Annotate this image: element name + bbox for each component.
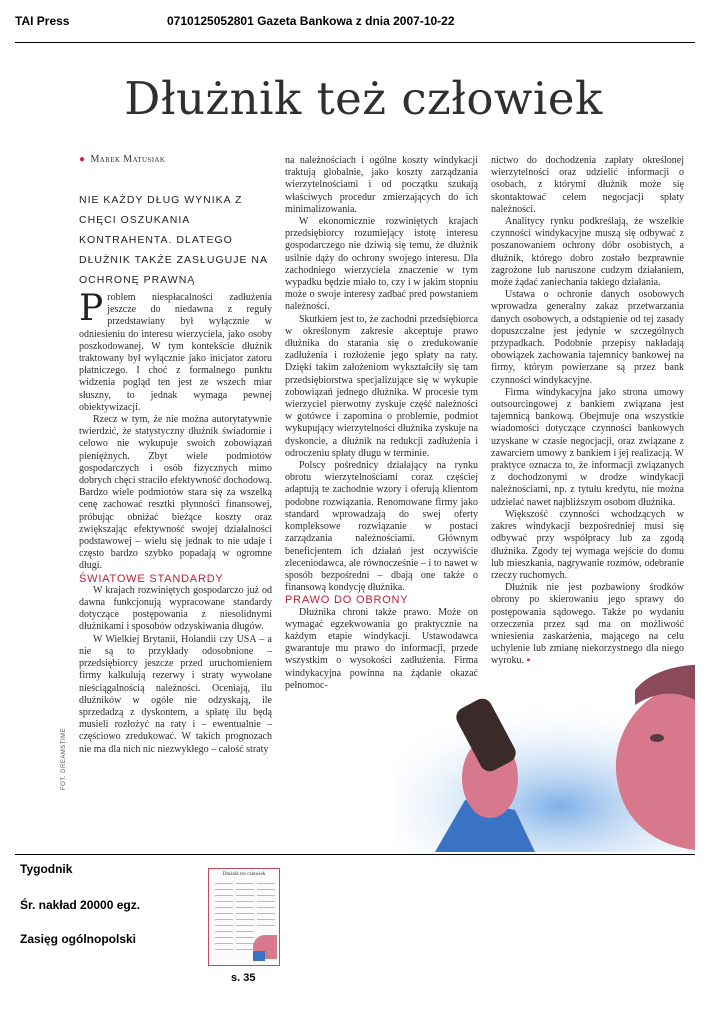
- thumbnail-text: [215, 901, 233, 902]
- thumbnail-text: [215, 943, 233, 944]
- thumbnail-text: [236, 907, 254, 908]
- article-lead: NIE KAŻDY DŁUG WYNIKA Z CHĘCI OSZUKANIA KONTRAHENTA. DLATEGO DŁUŻNIK TAKŻE ZASŁUGUJE NA OCHRONĘ PRAWNĄ: [79, 194, 268, 286]
- article-title: Dłużnik też człowiek: [124, 72, 603, 125]
- paragraph: Skutkiem jest to, że zachodni przedsiębiorca w określonym zakresie akceptuje prawo dłużnika do starania się o zredukowanie zadłużenia i rozłożenie jego spłaty na raty. Dzięki takim założeniom wykształciły się tam przedsiębiorstwa specjalizujące się w wykupie zobowiązań jednego dłużnika. W procesie tym wierzyciel pierwotny zyskuje część należności w gotówce i zapomina o problemie, podmiot wykupujący wierzytelności dłużnika zyskuje na dyskoncie, a dłużnik na redukcji zadłużenia i odroczeniu spłaty długu w terminie.: [285, 313, 478, 459]
- thumbnail-text: [236, 913, 254, 914]
- footer-divider: [15, 854, 695, 855]
- thumbnail-text: [215, 907, 233, 908]
- thumbnail-text: [257, 901, 275, 902]
- paragraph: na należnościach i ogólne koszty windykacji traktują globalnie, jako koszty zarządzania wierzytelnościami i od początku szukają właściwych procedur zmierzających do ich minimalizowania.: [285, 155, 478, 215]
- bullet-icon: ●: [79, 154, 86, 165]
- photo-eye: [650, 734, 664, 742]
- reach-label: Zasięg ogólnopolski: [20, 932, 137, 946]
- paragraph: Rzecz w tym, że nie można autorytatywnie twierdzić, że statystyczny dłużnik świadomie i celowo nie wykupuje swoich zobowiązań pieniężnych. Zbyt wiele podmiotów gospodarczych i osób fizycznych mimo dobrych chęci straciło efektywność dochodową. Bardzo wiele podmiotów stara się za wszelką cenę zachować resztki płynności finansowej, próbując obniżać bieżące koszty oraz zwiększając efektywność swojej działalności podstawowej – wielu się jednak to nie udaje i często bardzo szybko popadają w ogromne długi.: [79, 414, 272, 572]
- paragraph: W krajach rozwiniętych gospodarczo już od dawna funkcjonują wypracowane standardy dotyczące postępowania z niesolidnymi dłużnikami i sposobów odzyskiwania długów.: [79, 584, 272, 633]
- author-name: Marek Matusiak: [90, 154, 166, 165]
- thumbnail-text: [257, 925, 275, 926]
- thumbnail-text: [236, 889, 254, 890]
- thumbnail-text: [215, 895, 233, 896]
- thumbnail-text: [215, 919, 233, 920]
- paragraph: Dłużnik nie jest pozbawiony środków obrony po skierowaniu jego sprawy do postępowania sądowego. Także po wydaniu orzeczenia przez sąd ma on możliwość wniesienia zaskarżenia, mającego na celu uchylenie lub zmianę niekorzystnego dla niego wyroku. ▪: [491, 582, 684, 667]
- circulation-label: Śr. nakład 20000 egz.: [20, 898, 141, 912]
- thumbnail-text: [236, 937, 254, 938]
- article-author: [79, 154, 165, 165]
- paragraph: W ekonomicznie rozwiniętych krajach przedsiębiorcy rozumiejący istotę interesu gospodarczego nie dziwią się temu, że dłużnik usilnie dąży do ochrony swojego interesu. Dla zachodniego wierzyciela znaczenie w tym wypadku będzie miało to, czy i w jakim stopniu może o swoje interesy zadbać pred powstaniem należności.: [285, 216, 478, 313]
- thumbnail-text: [236, 919, 254, 920]
- thumbnail-text: [236, 883, 254, 884]
- thumbnail-text: [215, 949, 233, 950]
- thumbnail-text: [236, 931, 254, 932]
- thumbnail-text: [257, 895, 275, 896]
- paragraph: Polscy pośrednicy działający na rynku obrotu wierzytelnościami coraz częściej adaptują te zachodnie wzory i oferują klientom podobne rozwiązania. Renomowane firmy jako standard wprowadzają do swej oferty kompleksowe rozwiązanie w postaci zarządzania należnościami. Głównym beneficjentem ich działań jest oczywiście zleceniodawca, ale równocześnie – i to nawet w sposób bezpośredni – dbają one także o finansową kondycję dłużnika.: [285, 460, 478, 594]
- article-photo: [395, 660, 695, 852]
- drop-cap: P: [79, 288, 104, 329]
- frequency-label: Tygodnik: [20, 862, 73, 876]
- thumbnail-text: [236, 949, 254, 950]
- paragraph: nictwo do dochodzenia zapłaty określonej wierzytelności oraz udzielić informacji o osobach, z którymi dłużnik może się skontaktować celem negocjacji spłaty należności.: [491, 155, 684, 215]
- paragraph: W Wielkiej Brytanii, Holandii czy USA – a nie są to przykłady odosobnione – przedsiębiorcy jeszcze przed uruchomieniem firmy kalkulują rezerwy i straty wywołane nieściągalnością należności. Oceniają, ilu dłużników w ogóle nie odzyskają, ile sprzedadzą z dyskontem, a spłatę ilu będą musieli rozłożyć na raty i – ewentualnie – częściowo zredukować. W takich prognozach nie ma dla nich nic niezwykłego – całość straty: [79, 633, 272, 755]
- paragraph: Problem niespłacalności zadłużenia jeszcze do niedawna z reguły przedstawiany był wyłącznie w odniesieniu do interesu wierzyciela, jako osoby poszkodowanej. W tym kontekście dłużnik traktowany był wyłącznie jako inicjator zatoru płatniczego. I choć z formalnego punktu widzenia pogląd ten jest ze wszech miar słuszny, to jednak wymaga pewnej obiektywizacji.: [79, 288, 272, 413]
- thumbnail-text: [215, 925, 233, 926]
- thumbnail-text: [236, 925, 254, 926]
- thumbnail-title: Dłużnik też człowiek: [222, 872, 266, 877]
- article-column-1: [79, 288, 272, 756]
- photo-credit: FOT. DREAMSTIME: [61, 727, 67, 790]
- header-divider: [15, 42, 695, 43]
- press-agency-label: TAI Press: [15, 14, 70, 28]
- end-mark-icon: ▪: [526, 655, 531, 667]
- thumbnail-text: [236, 901, 254, 902]
- thumbnail-text: [215, 937, 233, 938]
- thumbnail-text: [215, 913, 233, 914]
- thumbnail-text: [215, 931, 233, 932]
- page-thumbnail[interactable]: [208, 868, 280, 966]
- publication-info: 0710125052801 Gazeta Bankowa z dnia 2007-10-22: [167, 14, 455, 28]
- article-column-2: [285, 155, 478, 692]
- page-number: s. 35: [231, 972, 256, 984]
- thumbnail-text: [257, 907, 275, 908]
- paragraph: Dłużnika chroni także prawo. Może on wymagać egzekwowania go praktycznie na każdym etapie windykacji. Ustawodawca gwarantuje mu prawo do informacji, przede wszystkim o wysokości zadłużenia. Firma windykacyjna powinna na żądanie okazać pełnomoc-: [285, 606, 478, 691]
- article-column-3: [491, 155, 684, 668]
- thumbnail-text: [236, 943, 254, 944]
- thumbnail-text: [257, 883, 275, 884]
- thumbnail-text: [236, 895, 254, 896]
- paragraph: Firma windykacyjna jako strona umowy outsourcingowej z bankiem związana jest tajemnicą bankową. Obejmuje ona wszystkie wiadomości dotyczące czynności bankowych uzyskane w czasie negocjacji, oraz związane z zawarciem umowy z bankiem i jej realizacją. W praktyce oznacza to, że informacji związanych z dochodzonymi w drodze windykacji należnościami, np. z tytułu kredytu, nie można udzielać nawet najbliższym osobom dłużnika.: [491, 386, 684, 508]
- thumbnail-text: [215, 889, 233, 890]
- section-heading: ŚWIATOWE STANDARDY: [79, 572, 224, 585]
- paragraph: Analitycy rynku podkreślają, że wszelkie czynności windykacyjne muszą się odbywać z poszanowaniem ochrony dóbr osobistych, a dłużnik, którego dobro zostało bezprawnie zagrożone lub naruszone cudzym działaniem, może żądać zaniechania takiego działania.: [491, 216, 684, 289]
- thumbnail-text: [215, 883, 233, 884]
- thumbnail-text: [257, 913, 275, 914]
- thumbnail-text: [257, 889, 275, 890]
- section-heading: PRAWO DO OBRONY: [285, 594, 409, 607]
- paragraph: Ustawa o ochronie danych osobowych wprowadza generalny zakaz przetwarzania danych osobowych, a odstąpienie od tej zasady dopuszczalne jest jedynie w szczególnych przypadkach. Podobnie przepisy nakładają obowiązek zachowania tajemnicy bankowej na firmy, którym powierzane są przez bank czynności windykacyjne.: [491, 289, 684, 386]
- thumbnail-photo-blue: [253, 951, 265, 961]
- thumbnail-text: [257, 919, 275, 920]
- paragraph: Większość czynności wchodzących w zakres windykacji bezpośredniej musi się odbywać przy współpracy lub za zgodą dłużnika. Zgody tej wymaga wejście do domu lub mieszkania, nagrywanie rozmów, odebranie rzeczy ruchomych.: [491, 508, 684, 581]
